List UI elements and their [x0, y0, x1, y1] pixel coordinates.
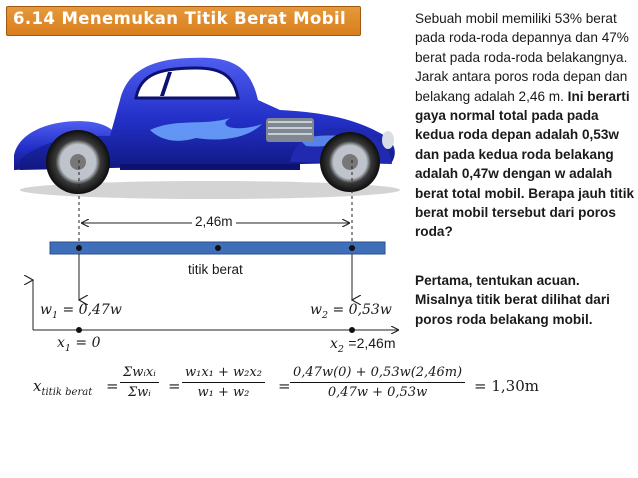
problem-bold: Ini berarti gaya normal total pada pada kedua roda depan adalah 0,53w dan pada kedua roda belakang adalah 0,47w dengan w adalah berat total mobil. Berapa jauh titik berat mobil tersebut dari poros roda? [415, 88, 635, 240]
w1-value: = 0,47w [62, 302, 122, 318]
x1-symbol: x [57, 335, 65, 351]
cg-label: titik berat [188, 262, 243, 277]
formula-eq-1: = [106, 377, 119, 395]
w2-label [310, 302, 392, 321]
formula-frac-1 [120, 365, 159, 400]
w1-subscript: 1 [51, 309, 59, 321]
formula-lhs-subscript: titik berat [41, 387, 93, 398]
formula-result: = 1,30m [474, 377, 539, 395]
step1-text: Pertama, tentukan acuan. Misalnya titik berat dilihat dari poros roda belakang mobil. [415, 273, 610, 327]
formula-frac-1-num: Σwᵢxᵢ [120, 365, 159, 383]
x2-value: =2,46m [348, 335, 396, 351]
slide-title: 6.14 Menemukan Titik Berat Mobil [13, 9, 347, 28]
x1-value: = 0 [75, 335, 101, 351]
formula-frac-2 [182, 365, 265, 400]
formula-lhs [33, 377, 92, 398]
formula-eq-3: = [278, 377, 291, 395]
formula-frac-3-den: 0,47w + 0,53w [327, 385, 428, 400]
w2-value: = 0,53w [332, 302, 392, 318]
rear-axle-dot [76, 245, 82, 251]
problem-intro: Sebuah mobil memiliki 53% berat pada roda-roda depannya dan 47% berat pada roda-roda belakangnya. Jarak antara poros roda depan dan belakang adalah 2,46 m. [415, 11, 629, 104]
x1-label [57, 335, 101, 354]
formula-lhs-symbol: x [33, 377, 42, 395]
x2-symbol: x [330, 336, 338, 352]
formula-frac-1-den: Σwᵢ [127, 385, 151, 400]
w2-subscript: 2 [321, 309, 329, 321]
formula-eq-2: = [168, 377, 181, 395]
formula-frac-2-num: w₁x₁ + w₂x₂ [182, 365, 265, 383]
w1-label [40, 302, 122, 321]
x2-subscript: 2 [337, 343, 344, 355]
cg-dot [215, 245, 221, 251]
w1-symbol: w [40, 302, 52, 318]
x1-subscript: 1 [64, 342, 71, 354]
formula-frac-2-den: w₁ + w₂ [197, 385, 250, 400]
front-axle-dot [349, 245, 355, 251]
formula-frac-3-num: 0,47w(0) + 0,53w(2,46m) [290, 365, 465, 383]
problem-text [415, 9, 637, 242]
wheelbase-label: 2,46m [192, 214, 236, 229]
w2-symbol: w [310, 302, 322, 318]
formula-frac-3 [290, 365, 465, 400]
x2-label [330, 335, 396, 355]
x1-dot [76, 327, 82, 333]
x2-dot [349, 327, 355, 333]
